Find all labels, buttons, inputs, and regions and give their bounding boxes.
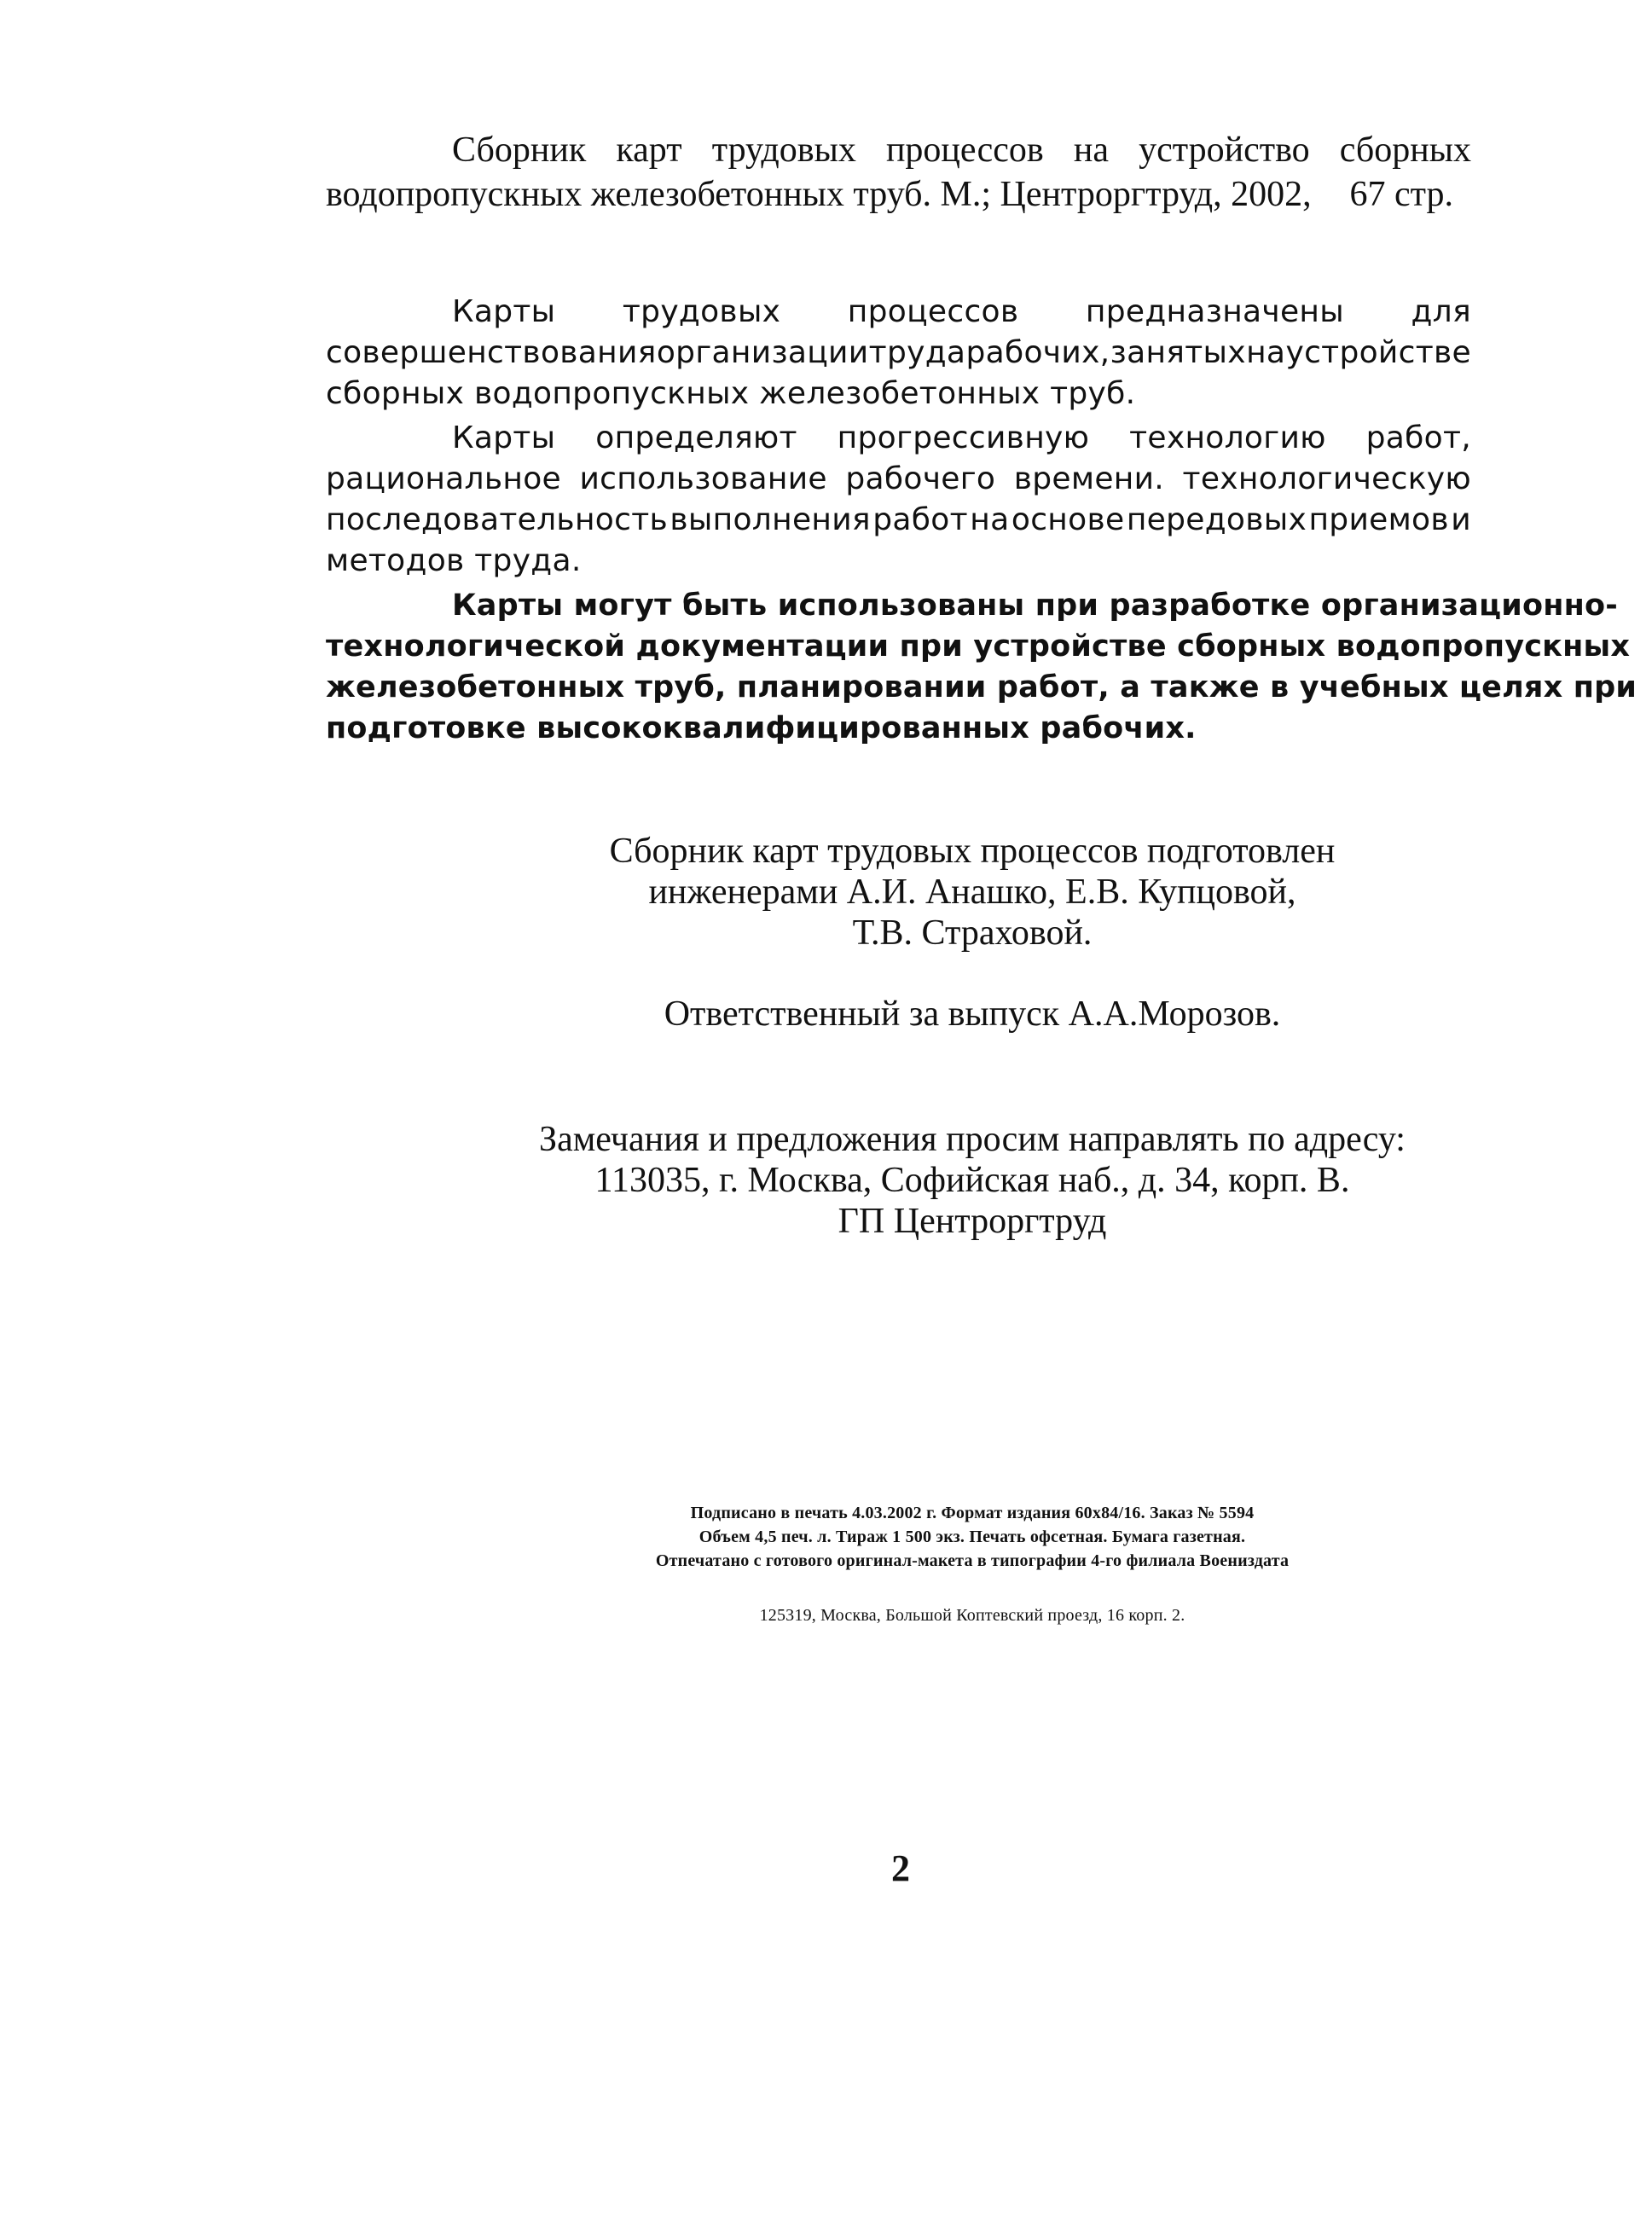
contact-line-1: Замечания и предложения просим направлять по адресу:	[539, 1120, 1406, 1159]
paragraph-3-line-2: технологической документации при устройстве сборных водопропускных	[326, 629, 1631, 664]
ref-word: на	[1073, 130, 1109, 170]
word: на	[970, 502, 1010, 537]
word: Карты	[452, 294, 556, 329]
word: выполнения	[669, 502, 871, 537]
word: рациональное	[326, 461, 561, 496]
responsible-editor: Ответственный за выпуск А.А.Морозов.	[664, 994, 1281, 1034]
imprint-block	[486, 1501, 1458, 1573]
word: использование	[579, 461, 827, 496]
reference-pages: 67 стр.	[1349, 175, 1453, 214]
word: совершенствования	[326, 335, 657, 370]
word: для	[1411, 294, 1471, 329]
paragraph-2-line-1	[452, 418, 1471, 459]
reference-line-2	[326, 172, 1453, 217]
paragraph-3-line-4: подготовке высококвалифицированных рабочих.	[326, 711, 1197, 745]
paragraph-1-line-1	[452, 292, 1471, 333]
ref-word: сборных	[1339, 130, 1471, 170]
word: и	[1451, 502, 1471, 537]
word: приемов	[1308, 502, 1449, 537]
prepared-by-line-2: инженерами А.И. Анашко, Е.В. Купцовой,	[648, 873, 1296, 912]
word: последовательность	[326, 502, 668, 537]
imprint-line-3: Отпечатано с готового оригинал-макета в типографии 4-го филиала Воениздата	[655, 1551, 1290, 1570]
reference-citation: водопропускных железобетонных труб. М.; Центроргтруд, 2002,	[326, 175, 1312, 214]
paragraph-2-line-4: методов труда.	[326, 543, 582, 578]
paragraph-2-line-2	[326, 459, 1471, 500]
ref-word: карт	[616, 130, 682, 170]
word: рабочих,	[965, 335, 1110, 370]
prepared-by-block	[546, 831, 1399, 954]
word: работ	[872, 502, 968, 537]
printer-address: 125319, Москва, Большой Коптевский проезд, 16 корп. 2.	[759, 1606, 1185, 1625]
word: времени.	[1013, 461, 1165, 496]
word: работ,	[1365, 420, 1471, 455]
paragraph-3-line-3: железобетонных труб, планировании работ, а также в учебных целях при	[326, 670, 1638, 704]
ref-word: процессов	[885, 130, 1044, 170]
word: предназначены	[1085, 294, 1344, 329]
paragraph-2-line-3	[326, 500, 1471, 541]
ref-word: Сборник	[452, 130, 587, 170]
contact-address: 113035, г. Москва, Софийская наб., д. 34, корп. В.	[594, 1161, 1350, 1200]
imprint-line-1: Подписано в печать 4.03.2002 г. Формат издания 60х84/16. Заказ № 5594	[690, 1504, 1255, 1522]
word: прогрессивную	[837, 420, 1090, 455]
word: труда	[868, 335, 966, 370]
page-number: 2	[891, 1847, 910, 1889]
word: технологическую	[1182, 461, 1471, 496]
contact-block	[461, 1119, 1484, 1242]
word: занятых	[1110, 335, 1246, 370]
word: организации	[656, 335, 869, 370]
word: процессов	[847, 294, 1019, 329]
ref-word: устройство	[1139, 130, 1310, 170]
paragraph-1-line-3: сборных водопропускных железобетонных труб.	[326, 376, 1136, 411]
word: на	[1246, 335, 1286, 370]
paragraph-1-line-2	[326, 333, 1471, 374]
word: определяют	[595, 420, 797, 455]
word: устройстве	[1285, 335, 1471, 370]
contact-organization: ГП Центроргтруд	[838, 1202, 1107, 1241]
word: рабочего	[845, 461, 996, 496]
word: основе	[1011, 502, 1125, 537]
ref-word: трудовых	[711, 130, 856, 170]
prepared-by-line-1: Сборник карт трудовых процессов подготовлен	[609, 832, 1336, 871]
paragraph-3-line-1: Карты могут быть использованы при разработке организационно-	[452, 588, 1618, 623]
word: передовых	[1126, 502, 1307, 537]
reference-line-1	[452, 128, 1471, 172]
word: Карты	[452, 420, 556, 455]
word: технологию	[1129, 420, 1326, 455]
imprint-line-2: Объем 4,5 печ. л. Тираж 1 500 экз. Печать офсетная. Бумага газетная.	[698, 1528, 1246, 1546]
prepared-by-line-3: Т.В. Страховой.	[852, 913, 1093, 953]
word: трудовых	[622, 294, 781, 329]
